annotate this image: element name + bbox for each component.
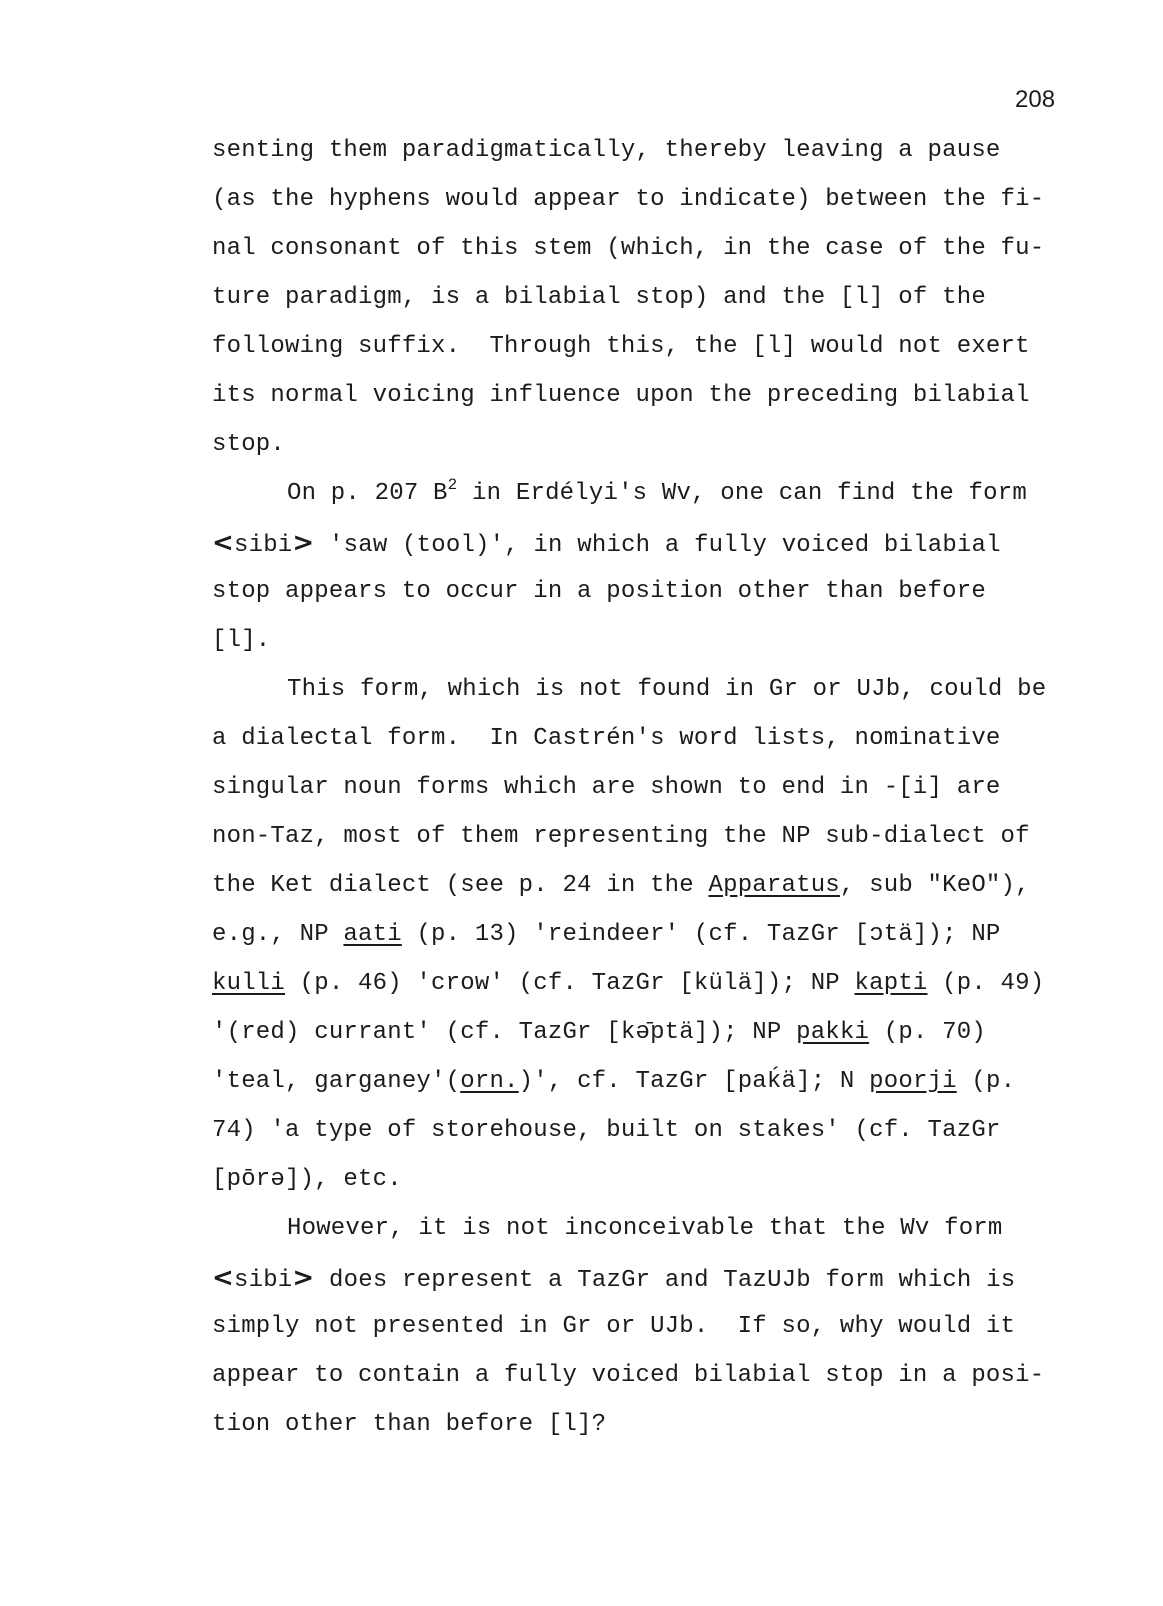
angle-bracket-close: > [292,528,315,558]
paragraph-4 [212,1214,1052,1459]
angle-bracket-close: > [292,1263,315,1293]
text-span: (p. 49) [927,970,1045,997]
text-line: (as the hyphens would appear to indicate) between the fi- [212,186,1045,213]
text-line [212,1067,1052,1116]
text-line: simply not presented in Gr or UJb. If so, why would it [212,1313,1016,1340]
text-line [212,920,1052,969]
text-line [212,1018,1052,1067]
superscript: 2 [447,476,458,494]
text-line [212,1263,1052,1312]
text-line: ture paradigm, is a bilabial stop) and the [l] of the [212,284,986,311]
underlined-text: Apparatus [708,872,840,899]
text-span: (p. [956,1068,1016,1095]
underlined-text: poorji [869,1068,957,1095]
text-line: singular noun forms which are shown to end in -[i] are [212,774,1001,801]
text-line: This form, which is not found in Gr or UJb, could be [287,676,1047,703]
paragraph-1 [212,136,1052,479]
underlined-text: kulli [212,970,286,997]
paragraph-3 [212,675,1052,1214]
text-span: '(red) currant' (cf. TazGr [kə̄ptä]); NP [212,1019,797,1046]
paragraph-2 [212,476,1052,675]
underlined-text: aati [343,921,402,948]
text-span: the Ket dialect (see p. 24 in the [212,872,709,899]
text-span: On p. 207 B [287,480,448,507]
text-span: (p. 70) [869,1019,986,1046]
underlined-text: orn. [460,1068,519,1095]
text-span: (p. 46) 'crow' (cf. TazGr [külä]); NP [285,970,855,997]
text-line: a dialectal form. In Castrén's word lists, nominative [212,725,1001,752]
underlined-text: kapti [854,970,928,997]
text-span: in Erdélyi's Wv, one can find the form [457,480,1027,507]
document-body [212,136,1052,1459]
text-line: non-Taz, most of them representing the NP sub-dialect of [212,823,1030,850]
text-span: , sub "KeO"), [839,872,1030,899]
text-line: [pōrə]), etc. [212,1166,402,1193]
text-line: following suffix. Through this, the [l] would not exert [212,333,1030,360]
text-line: stop. [212,431,286,458]
text-line [212,528,1052,577]
text-span: (p. 13) 'reindeer' (cf. TazGr [ɔtä]); NP [401,921,1001,948]
text-line [212,969,1052,1018]
text-span: e.g., NP [212,921,344,948]
text-span: )', cf. TazGr [paḱä]; N [518,1068,870,1095]
text-span: 'saw (tool)', in which a fully voiced bilabial [314,532,1001,559]
page-number: 208 [1015,86,1056,113]
text-span: sibi [234,1267,293,1294]
text-span: 'teal, garganey'( [212,1068,461,1095]
text-line: its normal voicing influence upon the preceding bilabial [212,382,1030,409]
text-line: senting them paradigmatically, thereby leaving a pause [212,137,1001,164]
text-line: appear to contain a fully voiced bilabial stop in a posi- [212,1362,1045,1389]
text-line: 74) 'a type of storehouse, built on stakes' (cf. TazGr [212,1117,1001,1144]
text-span: sibi [234,532,293,559]
text-line: nal consonant of this stem (which, in the case of the fu- [212,235,1045,262]
angle-bracket-open: < [212,1263,234,1293]
text-line: [l]. [212,627,271,654]
text-line: However, it is not inconceivable that the Wv form [287,1215,1003,1242]
text-line [212,871,1052,920]
text-line [212,476,1052,528]
text-line: tion other than before [l]? [212,1411,607,1438]
underlined-text: pakki [796,1019,870,1046]
text-span: does represent a TazGr and TazUJb form which is [314,1267,1016,1294]
angle-bracket-open: < [212,528,234,558]
text-line: stop appears to occur in a position other than before [212,578,986,605]
